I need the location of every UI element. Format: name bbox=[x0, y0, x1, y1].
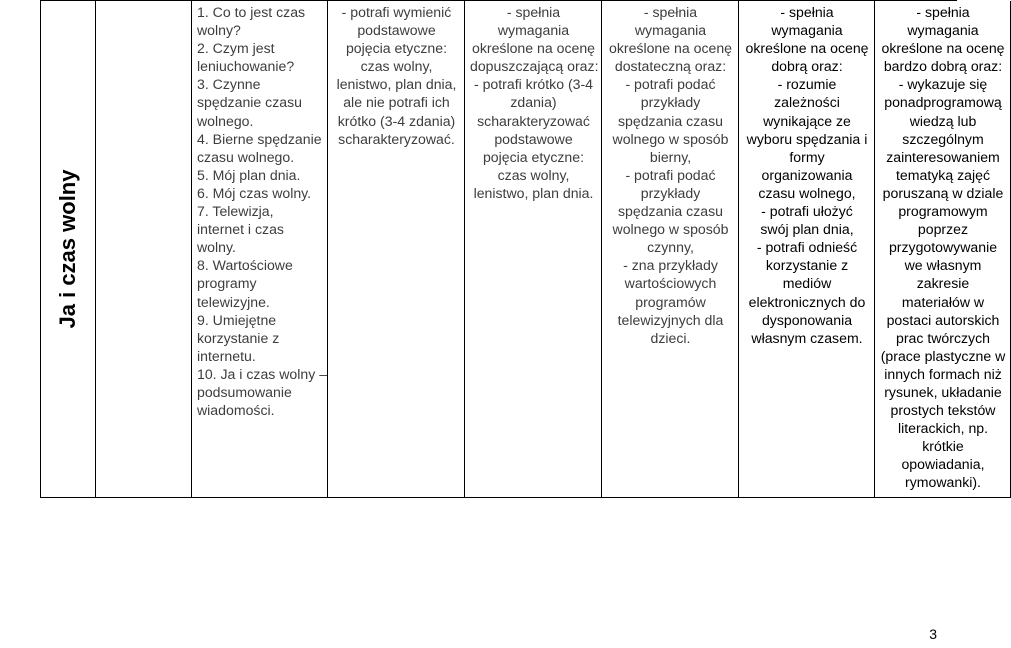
grade-line: prac twórczych bbox=[896, 329, 990, 346]
grade-line: własnym czasem. bbox=[751, 329, 863, 346]
lesson-line: wiadomości. bbox=[197, 402, 275, 419]
grade-line: czas wolny, bbox=[360, 58, 433, 75]
grade-line: organizowania bbox=[761, 166, 853, 183]
grade-line: innych formach niż bbox=[884, 365, 1002, 382]
grade-line: szczególnym bbox=[902, 130, 984, 147]
page-number: 3 bbox=[929, 626, 937, 642]
lesson-line: internet i czas bbox=[197, 221, 284, 238]
grade-line: wymagania bbox=[771, 22, 843, 39]
curriculum-table bbox=[40, 0, 1006, 498]
grade-line: - potrafi krótko (3-4 bbox=[473, 76, 594, 93]
lesson-line: 5. Mój plan dnia. bbox=[197, 166, 301, 183]
grade-line: poruszaną w dziale bbox=[882, 184, 1004, 201]
grade-5-cell bbox=[875, 1, 1011, 498]
grade-4-cell bbox=[739, 1, 875, 498]
grade-line: swój plan dnia, bbox=[760, 221, 854, 238]
grade-line: postaci autorskich bbox=[886, 311, 1000, 328]
grade-line: - spełnia bbox=[780, 4, 834, 20]
grade-line: rymowanki). bbox=[905, 474, 981, 491]
grade-line: przykłady bbox=[640, 184, 701, 201]
lessons-cell bbox=[192, 1, 328, 498]
grade-line: wymagania bbox=[907, 22, 979, 39]
lesson-line: 10. Ja i czas wolny – bbox=[197, 365, 328, 382]
grade-3-cell bbox=[602, 1, 739, 498]
lesson-line: telewizyjne. bbox=[197, 293, 270, 310]
grade-line: scharakteryzować bbox=[477, 112, 590, 129]
lesson-line: czasu wolnego. bbox=[197, 148, 295, 165]
grade-line: - spełnia bbox=[643, 4, 698, 20]
grade-line: dopuszczającą oraz: bbox=[470, 58, 599, 75]
grade-line: ponadprogramową bbox=[884, 94, 1002, 111]
lesson-line: 1. Co to jest czas bbox=[197, 4, 306, 20]
lesson-line: leniuchowanie? bbox=[197, 58, 295, 75]
grade-line: dzieci. bbox=[650, 329, 691, 346]
lesson-line: 8. Wartościowe bbox=[197, 257, 293, 274]
grade-line: pojęcia etyczne: bbox=[345, 40, 448, 57]
grade-line: scharakteryzować. bbox=[338, 130, 455, 147]
lesson-line: 2. Czym jest bbox=[197, 40, 275, 57]
grade-line: prostych tekstów bbox=[890, 402, 996, 419]
lesson-line: 4. Bierne spędzanie bbox=[197, 130, 322, 147]
lesson-line: spędzanie czasu bbox=[197, 94, 302, 111]
lesson-line: wolny. bbox=[197, 239, 236, 256]
grade-line: krótkie bbox=[922, 438, 964, 455]
lesson-line: podsumowanie bbox=[197, 383, 292, 400]
grade-line: - potrafi wymienić bbox=[341, 4, 452, 20]
grade-line: dysponowania bbox=[761, 311, 853, 328]
grade-line: podstawowe bbox=[494, 130, 573, 147]
grade-line: przykłady bbox=[640, 94, 701, 111]
grade-line: pojęcia etyczne: bbox=[482, 148, 585, 165]
grade-line: - potrafi podać bbox=[625, 166, 716, 183]
grade-line: dobrą oraz: bbox=[771, 58, 843, 75]
grade-line: lenistwo, plan dnia. bbox=[473, 184, 594, 201]
grade-line: poprzez bbox=[917, 221, 969, 238]
grade-line: elektronicznych do bbox=[748, 293, 866, 310]
lesson-line: 9. Umiejętne bbox=[197, 311, 277, 328]
grade-line: - spełnia bbox=[506, 4, 561, 20]
grade-line: dostateczną oraz: bbox=[614, 58, 727, 75]
grade-line: czas wolny, bbox=[497, 166, 570, 183]
lesson-line: 3. Czynne bbox=[197, 76, 261, 93]
grade-line: opowiadania, bbox=[901, 456, 985, 473]
grade-line: telewizyjnych dla bbox=[617, 311, 724, 328]
grade-line: korzystanie z bbox=[765, 257, 849, 274]
grade-line: spędzania czasu bbox=[618, 203, 723, 220]
grade-line: - potrafi odnieść bbox=[756, 239, 858, 256]
grade-line: - potrafi ułożyć bbox=[761, 203, 853, 220]
grade-line: krótko (3-4 zdania) bbox=[337, 112, 456, 129]
grade-line: we własnym bbox=[904, 257, 982, 274]
grade-line: - zna przykłady bbox=[623, 257, 718, 274]
grade-line: wyboru spędzania i bbox=[746, 130, 868, 147]
grade-line: wynikające ze bbox=[763, 112, 851, 129]
grade-line: zależności bbox=[774, 94, 840, 111]
grade-line: - rozumie bbox=[777, 76, 837, 93]
lesson-line: internetu. bbox=[197, 347, 256, 364]
grade-line: - potrafi podać bbox=[625, 76, 716, 93]
lesson-line: wolny? bbox=[197, 22, 241, 39]
grade-line: rysunek, układanie bbox=[884, 383, 1002, 400]
grade-line: określone na ocenę bbox=[608, 40, 733, 57]
grade-line: programowym bbox=[898, 203, 988, 220]
grade-2-cell bbox=[465, 1, 602, 498]
grade-line: ale nie potrafi ich bbox=[343, 94, 450, 111]
grade-line: tematyką zajęć bbox=[896, 166, 990, 183]
grade-1-cell bbox=[328, 1, 465, 498]
grade-line: podstawowe bbox=[357, 22, 436, 39]
grade-line: wolnego w sposób bbox=[612, 221, 729, 238]
grade-line: określone na ocenę bbox=[881, 40, 1005, 57]
grade-line: formy bbox=[789, 148, 825, 165]
grade-line: zakresie bbox=[916, 275, 970, 292]
grade-line: wymagania bbox=[497, 22, 570, 39]
grade-line: programów bbox=[635, 293, 706, 310]
lesson-line: wolnego. bbox=[197, 112, 254, 129]
grade-line: czynny, bbox=[647, 239, 694, 256]
lesson-line: programy bbox=[197, 275, 257, 292]
grade-line: materiałów w bbox=[901, 293, 985, 310]
lesson-line: 7. Telewizja, bbox=[197, 203, 274, 220]
topic-cell bbox=[40, 1, 96, 498]
empty-column bbox=[96, 1, 192, 498]
grade-line: wiedzą lub bbox=[909, 112, 977, 129]
topic-title: Ja i czas wolny bbox=[55, 169, 80, 329]
grade-line: wolnego w sposób bbox=[612, 130, 729, 147]
grade-line: zainteresowaniem bbox=[886, 148, 1000, 165]
lesson-line: korzystanie z bbox=[197, 329, 280, 346]
grade-line: zdania) bbox=[510, 94, 557, 111]
grade-line: lenistwo, plan dnia, bbox=[336, 76, 457, 93]
grade-line: określone na ocenę bbox=[745, 40, 869, 57]
grade-line: bierny, bbox=[649, 148, 692, 165]
grade-line: wartościowych bbox=[624, 275, 717, 292]
grade-line: bardzo dobrą oraz: bbox=[883, 58, 1003, 75]
grade-line: - wykazuje się bbox=[898, 76, 988, 93]
grade-line: (prace plastyczne w bbox=[880, 347, 1006, 364]
grade-line: określone na ocenę bbox=[471, 40, 596, 57]
grade-line: spędzania czasu bbox=[618, 112, 723, 129]
grade-line: czasu wolnego, bbox=[758, 184, 856, 201]
grade-line: literackich, np. bbox=[897, 420, 989, 437]
grade-line: mediów bbox=[782, 275, 832, 292]
grade-line: - spełnia bbox=[916, 4, 970, 20]
grade-line: wymagania bbox=[634, 22, 707, 39]
lesson-line: 6. Mój czas wolny. bbox=[197, 184, 312, 201]
grade-line: przygotowywanie bbox=[888, 239, 998, 256]
